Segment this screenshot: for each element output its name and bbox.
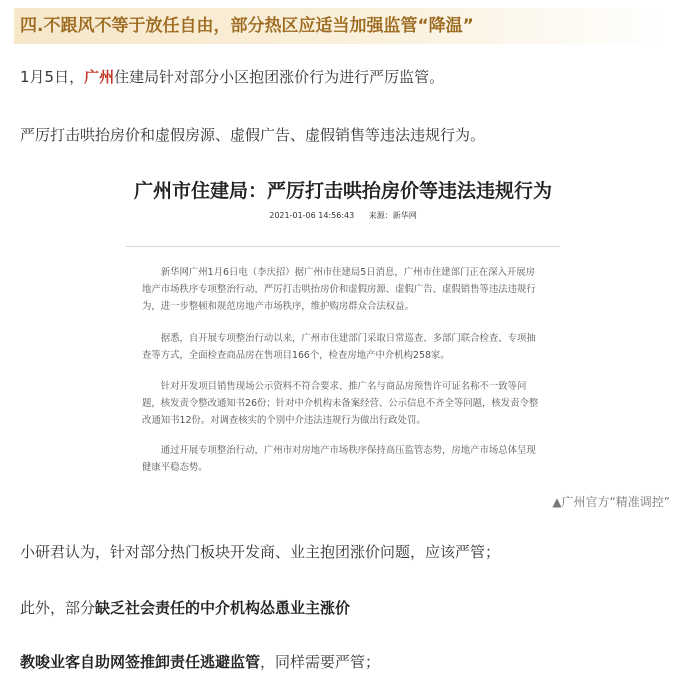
para4-prefix: 此外，部分	[20, 599, 96, 617]
section-heading: 四.不跟风不等于放任自由，部分热区应适当加强监管“降温”	[14, 8, 670, 44]
paragraph-regulation	[20, 651, 380, 673]
news-paragraph: 通过开展专项整治行动，广州市对房地产市场秩序保持高压监管态势，房地产市场总体呈现健康平稳态势。	[142, 445, 536, 473]
paragraph-guangzhou-intro	[20, 66, 444, 88]
news-divider	[126, 246, 560, 247]
news-screenshot	[124, 168, 562, 488]
news-paragraph: 据悉，自开展专项整治行动以来，广州市住建部门采取日常巡查、多部门联合检查、专项抽查等方式，全面检查商品房在售项目166个，检查房地产中介机构258家。	[142, 333, 536, 361]
para5-bold: 教唆业客自助网签推卸责任逃避监管	[20, 653, 261, 671]
image-caption: ▲广州官方“精准调控”	[552, 495, 670, 509]
para5-suffix: ，同样需要严管；	[260, 653, 381, 671]
guangzhou-highlight: 广州	[84, 68, 115, 86]
news-datetime: 2021-01-06 14:56:43	[269, 211, 355, 220]
paragraph-agencies	[20, 597, 350, 619]
news-source: 来源：新华网	[368, 211, 417, 220]
news-meta	[124, 210, 562, 222]
news-paragraph: 新华网广州1月6日电（李庆招）据广州市住建局5日消息，广州市住建部门正在深入开展房地产市场秩序专项整治行动，严厉打击哄抬房价和虚假房源、虚假广告、虚假销售等违法违规行为，进一步整顿和规范房地产市场秩序，维护购房群众合法权益。	[142, 267, 536, 312]
news-title: 广州市住建局：严厉打击哄抬房价等违法违规行为	[133, 180, 552, 202]
paragraph-opinion: 小研君认为，针对部分热门板块开发商、业主抱团涨价问题，应该严管；	[20, 543, 501, 561]
news-paragraph: 针对开发项目销售现场公示资料不符合要求、推广名与商品房预售许可证名称不一致等问题，核发责令整改通知书26份；针对中介机构未备案经营、公示信息不齐全等问题，核发责令整改通知书12份。对调查核实的个别中介违法违规行为做出行政处罚。	[142, 381, 539, 426]
para1-suffix: 住建局针对部分小区抱团涨价行为进行严厉监管。	[114, 68, 445, 86]
para1-prefix: 1月5日，	[20, 68, 85, 86]
para4-bold: 缺乏社会责任的中介机构怂恿业主涨价	[95, 599, 351, 617]
paragraph-crackdown: 严厉打击哄抬房价和虚假房源、虚假广告、虚假销售等违法违规行为。	[20, 126, 486, 144]
